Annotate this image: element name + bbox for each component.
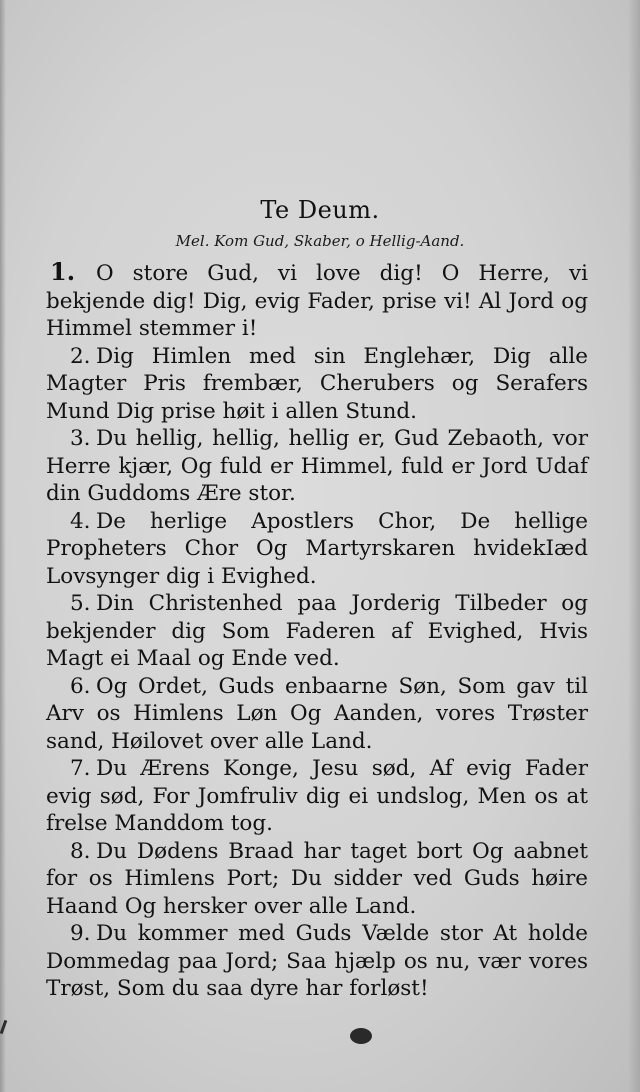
- verse-6: [46, 673, 588, 756]
- verse-number: 1.: [50, 257, 76, 286]
- verse-text: Dig Himlen med sin Englehær, Dig alle Magter Pris frembær, Cherubers og Serafers Mund Dig prise høit i allen Stund.: [46, 343, 588, 424]
- verse-number: 6.: [70, 673, 91, 699]
- melody-note: Mel. Kom Gud, Skaber, o Hellig-Aand.: [175, 232, 465, 250]
- verse-number: 9.: [70, 921, 91, 946]
- verse-1: [46, 258, 588, 343]
- verse-4: [46, 508, 588, 591]
- page-shadow-left: [0, 0, 6, 1092]
- verse-number: 8.: [70, 838, 91, 864]
- verse-text: Du kommer med Guds Vælde stor At holde Dommedag paa Jord; Saa hjælp os nu, vær vores Trøst, Som du saa dyre har forløst!: [46, 921, 588, 1001]
- verse-7: [46, 755, 588, 838]
- verse-3: [46, 425, 588, 508]
- verse-9: [46, 920, 588, 1003]
- verse-text: Og Ordet, Guds enbaarne Søn, Som gav til Arv os Himlens Løn Og Aanden, vores Trøster sand, Høilovet over alle Land.: [46, 673, 588, 754]
- verse-text: Du hellig, hellig, hellig er, Gud Zebaoth, vor Herre kjær, Og fuld er Himmel, fuld er Jord Udaf din Guddoms Ære stor.: [46, 426, 588, 506]
- verse-number: 7.: [70, 756, 91, 781]
- verse-text: O store Gud, vi love dig! O Herre, vi bekjende dig! Dig, evig Fader, prise vi! Al Jord og Himmel stemmer i!: [46, 261, 588, 341]
- verse-number: 5.: [70, 591, 91, 616]
- page-shadow-right: [628, 0, 640, 1092]
- verse-list: [46, 258, 588, 1003]
- verse-number: 4.: [70, 508, 91, 534]
- verse-number: 3.: [70, 426, 91, 451]
- verse-text: Du Dødens Braad har taget bort Og aabnet for os Himlens Port; Du sidder ved Guds høire Haand Og hersker over alle Land.: [46, 838, 588, 919]
- verse-5: [46, 590, 588, 673]
- verse-number: 2.: [70, 343, 91, 369]
- verse-2: [46, 343, 588, 426]
- verse-text: Din Christenhed paa Jorderig Tilbeder og bekjender dig Som Faderen af Evighed, Hvis Magt ei Maal og Ende ved.: [46, 591, 588, 671]
- verse-text: De herlige Apostlers Chor, De hellige Propheters Chor Og Martyrskaren hvidekIæd Lovsynger dig i Evighed.: [46, 508, 588, 589]
- ink-blot-mark: [350, 1028, 372, 1044]
- page-title: Te Deum.: [260, 196, 380, 224]
- verse-8: [46, 838, 588, 921]
- verse-text: Du Ærens Konge, Jesu sød, Af evig Fader evig sød, For Jomfruliv dig ei undslog, Men os at frelse Manddom tog.: [46, 756, 588, 836]
